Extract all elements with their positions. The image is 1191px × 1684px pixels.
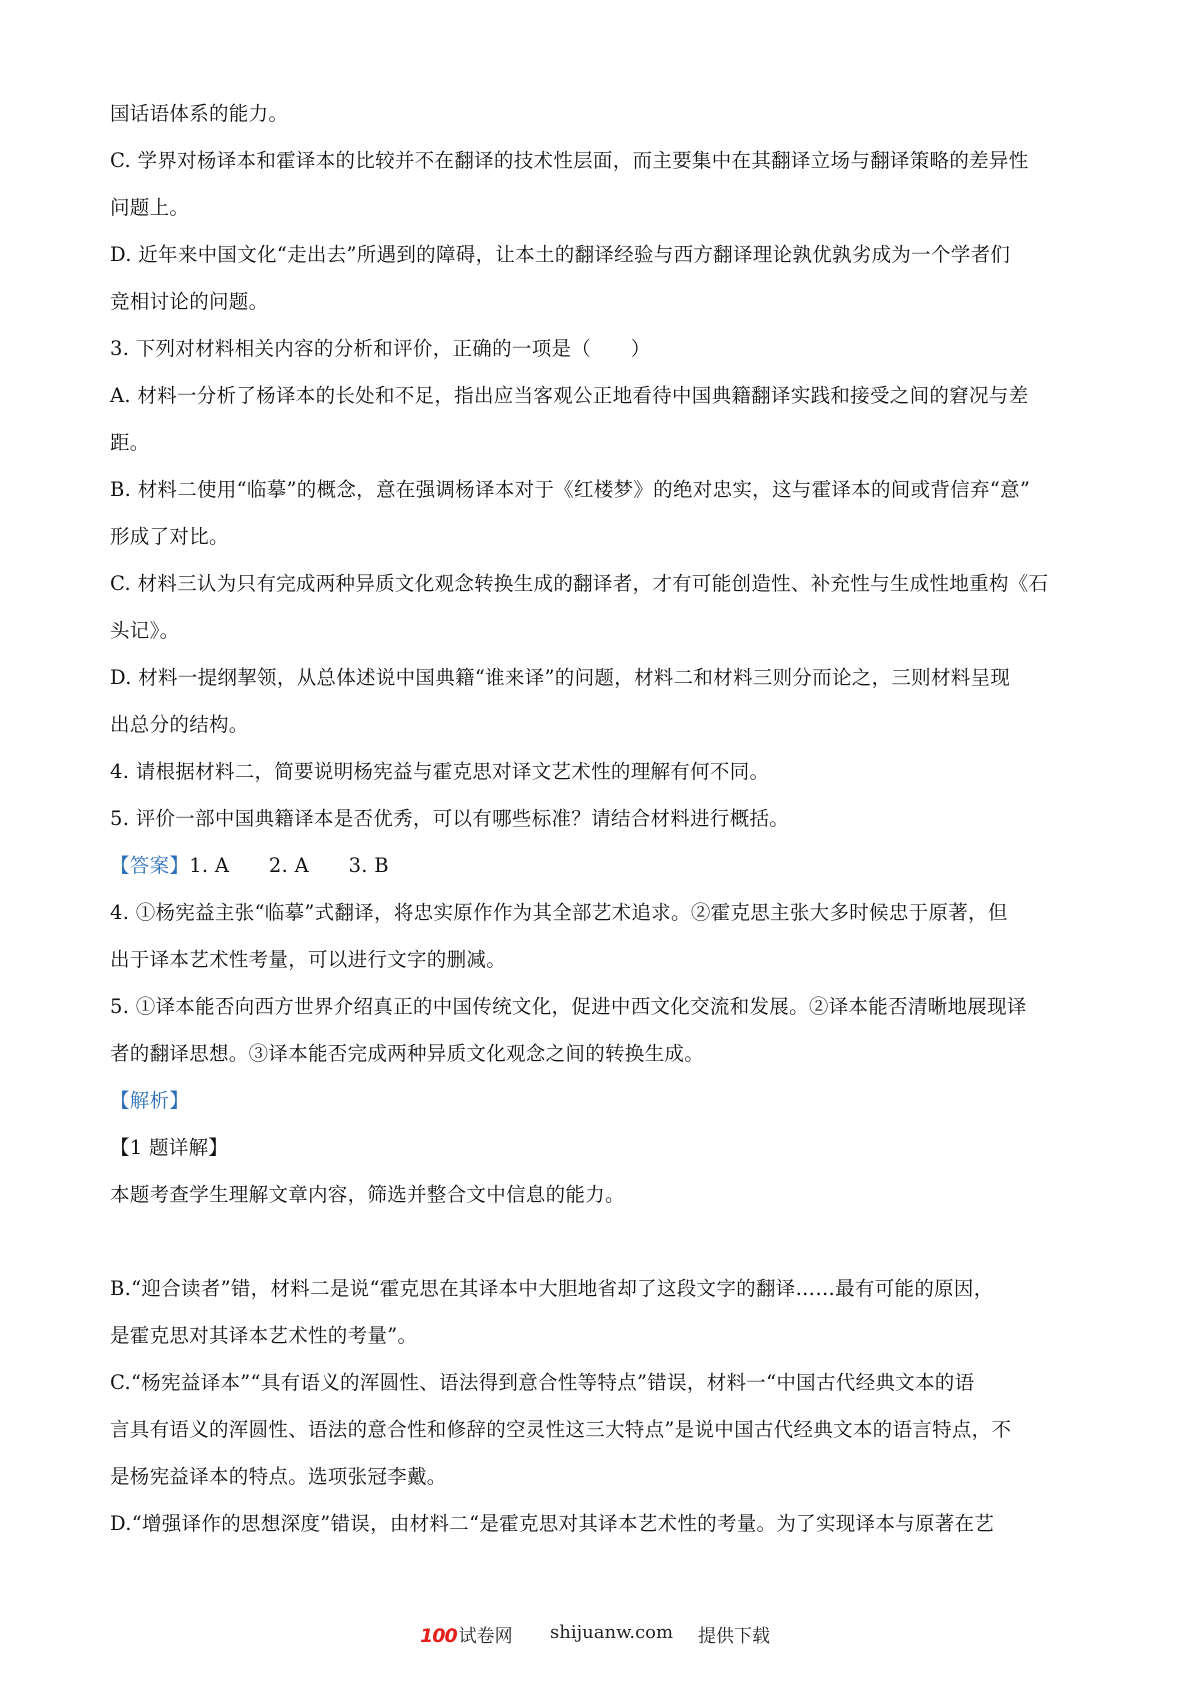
answer-label: 【答案】 xyxy=(110,854,190,877)
text-line: 头记》。 xyxy=(110,619,180,642)
sub-heading: 【1 题详解】 xyxy=(110,1136,229,1159)
option-d-text: D. 近年来中国文化“走出去”所遇到的障碍，让本土的翻译经验与西方翻译理论孰优孰劣成为一个学者们 xyxy=(110,243,1011,266)
text-line: 形成了对比。 xyxy=(110,525,229,548)
answer-4: 4. ①杨宪益主张“临摹”式翻译，将忠实原作作为其全部艺术追求。②霍克思主张大多时候忠于原著，但 xyxy=(110,901,1008,924)
text-line: 本题考查学生理解文章内容，筛选并整合文中信息的能力。 xyxy=(110,1183,625,1206)
question-3: 3. 下列对材料相关内容的分析和评价，正确的一项是（ ） xyxy=(110,337,651,360)
question-5: 5. 评价一部中国典籍译本是否优秀，可以有哪些标准？请结合材料进行概括。 xyxy=(110,807,790,830)
text-line: 出总分的结构。 xyxy=(110,713,249,736)
text-line: 问题上。 xyxy=(110,196,190,219)
option-d-text: D. 材料一提纲挈领，从总体述说中国典籍“谁来译”的问题，材料二和材料三则分而论之，三则材料呈现 xyxy=(110,666,1011,689)
text-line: 是霍克思对其译本艺术性的考量”。 xyxy=(110,1324,418,1347)
text-line: 出于译本艺术性考量，可以进行文字的删减。 xyxy=(110,948,507,971)
blank-line xyxy=(110,1218,1095,1265)
text-line: 竞相讨论的问题。 xyxy=(110,290,269,313)
answer-text: 1. A 2. A 3. B xyxy=(189,854,389,877)
site-url[interactable]: shijuanw.com xyxy=(550,1622,674,1643)
text-line: 距。 xyxy=(110,431,150,454)
question-4: 4. 请根据材料二，简要说明杨宪益与霍克思对译文艺术性的理解有何不同。 xyxy=(110,760,770,783)
analysis-b: B.“迎合读者”错，材料二是说“霍克思在其译本中大胆地省却了这段文字的翻译……最有可能的原因， xyxy=(110,1277,994,1300)
analysis-c: C.“杨宪益译本”“具有语义的浑圆性、语法得到意合性等特点”错误，材料一“中国古代经典文本的语 xyxy=(110,1371,975,1394)
text-line: 言具有语义的浑圆性、语法的意合性和修辞的空灵性这三大特点”是说中国古代经典文本的语言特点，不 xyxy=(110,1418,1012,1441)
download-text: 提供下载 xyxy=(698,1626,770,1647)
text-line: 是杨宪益译本的特点。选项张冠李戴。 xyxy=(110,1465,447,1488)
option-a-text: A. 材料一分析了杨译本的长处和不足，指出应当客观公正地看待中国典籍翻译实践和接受之间的窘况与差 xyxy=(110,384,1029,407)
page-footer xyxy=(0,1622,1191,1662)
text-line: 者的翻译思想。③译本能否完成两种异质文化观念之间的转换生成。 xyxy=(110,1042,705,1065)
analysis-heading: 【解析】 xyxy=(110,1089,190,1112)
option-b-text: B. 材料二使用“临摹”的概念，意在强调杨译本对于《红楼梦》的绝对忠实，这与霍译本的间或背信弃“意” xyxy=(110,478,1031,501)
answer-5: 5. ①译本能否向西方世界介绍真正的中国传统文化，促进中西文化交流和发展。②译本能否清晰地展现译 xyxy=(110,995,1027,1018)
option-c-text: C. 学界对杨译本和霍译本的比较并不在翻译的技术性层面，而主要集中在其翻译立场与翻译策略的差异性 xyxy=(110,149,1029,172)
brand-name: 试卷网 xyxy=(458,1626,513,1647)
brand-logo-icon: 100 xyxy=(420,1625,457,1647)
text-line: 国话语体系的能力。 xyxy=(110,102,289,125)
document-body xyxy=(110,90,1095,1547)
analysis-d: D.“增强译作的思想深度”错误，由材料二“是霍克思对其译本艺术性的考量。为了实现译本与原著在艺 xyxy=(110,1512,995,1535)
option-c-text: C. 材料三认为只有完成两种异质文化观念转换生成的翻译者，才有可能创造性、补充性与生成性地重构《石 xyxy=(110,572,1049,595)
footer-brand xyxy=(420,1622,513,1648)
answer-line xyxy=(110,842,1095,889)
